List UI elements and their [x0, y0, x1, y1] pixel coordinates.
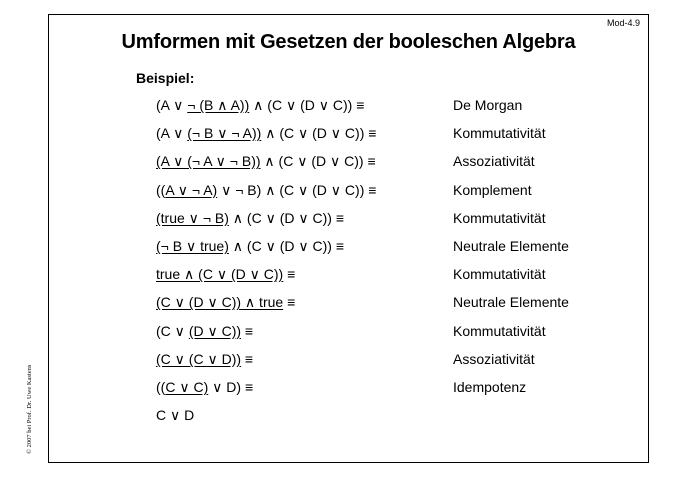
step-expression [156, 182, 376, 199]
step-expression [156, 153, 376, 170]
step-expression [156, 407, 194, 424]
derivation-step [0, 351, 678, 371]
expression-text: ≡ [241, 350, 254, 367]
copyright-notice: © 2007 bei Prof. Dr. Uwe Kastens [26, 364, 33, 454]
expression-text: (( [156, 379, 166, 395]
law-name: Assoziativität [453, 350, 535, 367]
derivation-step [0, 97, 678, 117]
derivation-step [0, 323, 678, 343]
step-expression [156, 266, 295, 283]
law-name: Kommutativität [453, 322, 546, 339]
step-expression [156, 238, 344, 255]
expression-text: ∧ (C ∨ (D ∨ C)) ≡ [228, 209, 345, 226]
underlined-subterm: (¬ B ∨ true) [156, 238, 229, 254]
law-name: Kommutativität [453, 125, 546, 142]
derivation-step [0, 294, 678, 314]
expression-text: ∨ ¬ B) ∧ (C ∨ (D ∨ C)) ≡ [217, 181, 377, 198]
underlined-subterm: (C ∨ (C ∨ D)) [156, 350, 242, 367]
underlined-subterm: (D ∨ C)) [188, 322, 242, 339]
law-name: Komplement [453, 181, 532, 198]
underlined-subterm: (C ∨ (D ∨ C)) ∧ true [156, 294, 284, 311]
derivation-step [0, 266, 678, 286]
expression-text: (A ∨ [156, 97, 188, 113]
expression-text: ∨ D) ≡ [208, 379, 254, 395]
expression-text: ≡ [283, 294, 296, 311]
step-expression [156, 351, 253, 368]
underlined-subterm: (true ∨ ¬ B) [156, 209, 229, 226]
step-expression [156, 323, 253, 340]
derivation-step [0, 407, 678, 427]
expression-text: ≡ [241, 322, 254, 339]
law-name: Idempotenz [453, 379, 527, 395]
underlined-subterm: A ∨ ¬ A) [165, 181, 218, 198]
law-name: Kommutativität [453, 209, 546, 226]
expression-text: (( [156, 181, 166, 198]
expression-text: (A ∨ [156, 125, 188, 142]
slide-id: Mod-4.9 [606, 18, 640, 28]
expression-text: ∧ (C ∨ (D ∨ C)) ≡ [249, 97, 365, 113]
step-expression [156, 210, 344, 227]
expression-text: ∧ (C ∨ (D ∨ C)) ≡ [228, 238, 345, 254]
derivation-step [0, 182, 678, 202]
step-expression [156, 97, 364, 114]
underlined-subterm: (A ∨ (¬ A ∨ ¬ B)) [156, 153, 261, 170]
derivation-step [0, 125, 678, 145]
page-title: Umformen mit Gesetzen der booleschen Algebra [121, 31, 576, 53]
derivation-step [0, 153, 678, 173]
step-expression [156, 294, 295, 311]
step-expression [156, 125, 376, 142]
underlined-subterm: (¬ B ∨ ¬ A)) [187, 125, 262, 142]
expression-text: (C ∨ [156, 322, 189, 339]
derivation-step [0, 379, 678, 399]
expression-text: ≡ [283, 266, 296, 283]
underlined-subterm: C ∨ C) [165, 379, 209, 395]
expression-text: ∧ (C ∨ (D ∨ C)) ≡ [260, 153, 376, 170]
step-expression [156, 379, 253, 396]
law-name: Assoziativität [453, 153, 535, 170]
expression-text: ∧ (C ∨ (D ∨ C)) ≡ [261, 125, 377, 142]
law-name: Neutrale Elemente [453, 294, 569, 311]
law-name: De Morgan [453, 97, 523, 113]
example-label: Beispiel: [136, 70, 195, 86]
underlined-subterm: ¬ (B ∧ A)) [187, 97, 250, 113]
derivation-step [0, 210, 678, 230]
law-name: Neutrale Elemente [453, 238, 569, 254]
derivation-step [0, 238, 678, 258]
underlined-subterm: true ∧ (C ∨ (D ∨ C)) [156, 266, 284, 283]
expression-text: C ∨ D [156, 407, 195, 424]
law-name: Kommutativität [453, 266, 546, 283]
